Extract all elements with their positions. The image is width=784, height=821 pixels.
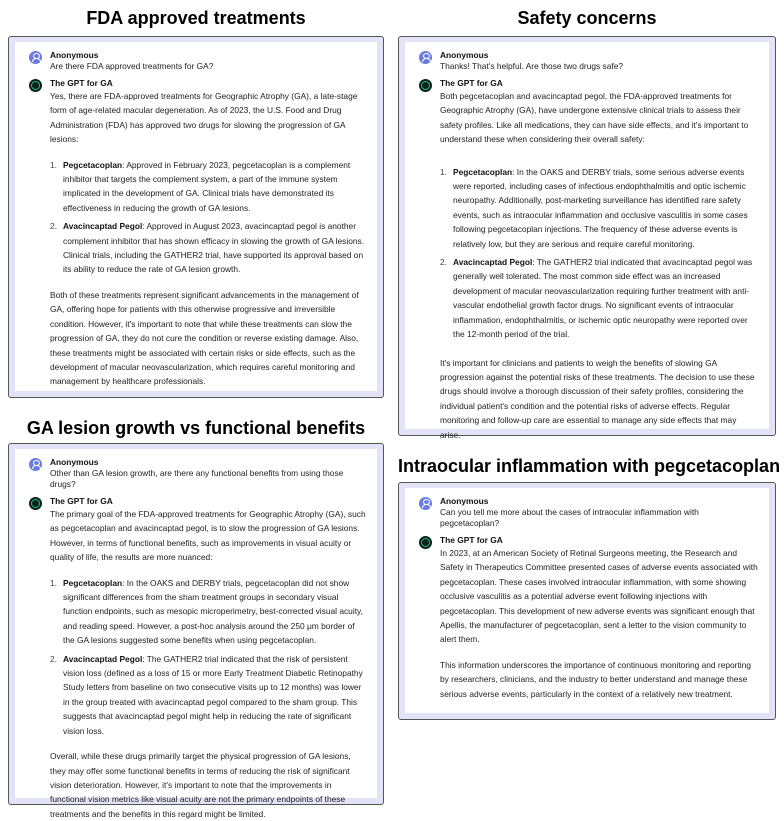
list-number: 1.: [50, 159, 57, 170]
user-message: [419, 496, 759, 529]
section-heading: FDA approved treatments: [86, 8, 306, 28]
list-item-text: [453, 165, 759, 251]
list-item-text: [453, 255, 759, 341]
item-description: : The GATHER2 trial indicated that avacincaptad pegol was generally well tolerated. The most common side effect was an increased development of macular neovascularization requiring further treatment with anti-vascular endothelial growth factor drugs. No significant events of intraocular inflammation, endophthalmitis, or ischemic optic neuropathy were reported over the 12-month period of the trial.: [453, 257, 753, 340]
gpt-avatar-icon: [29, 497, 42, 510]
user-message: [29, 50, 367, 72]
assistant-message: [29, 496, 367, 821]
answer-intro: Yes, there are FDA-approved treatments for Geographic Atrophy (GA), a late-stage form of age-related macular degeneration. As of 2023, the U.S. Food and Drug Administration (FDA) has approved two drugs for slowing the progression of GA lesions:: [50, 91, 358, 145]
list-number: 2.: [50, 653, 57, 664]
assistant-name: The GPT for GA: [440, 535, 503, 545]
drug-name: Pegcetacoplan: [63, 577, 123, 588]
user-avatar-icon: [419, 497, 432, 510]
user-question: Other than GA lesion growth, are there any functional benefits from using those drugs?: [50, 468, 344, 489]
answer-outro: Both of these treatments represent significant advancements in the management of GA, offering hope for patients with this otherwise progressive and irreversible condition. However, it's important to note that while these treatments can slow the progression of GA, they do not cure the condition or reverse existing damage. Also, these treatments might be associated with certain risks or side effects, such as the development of macular neovascularization, which requires careful monitoring and management by healthcare professionals.: [50, 289, 359, 387]
list-item: [440, 255, 759, 341]
list-number: 2.: [50, 221, 57, 232]
answer-outro: Overall, while these drugs primarily target the physical progression of GA lesions, they may offer some functional benefits in terms of reducing the risk of significant vision deterioration. However, it's important to note that the improvements in functional vision metrics like visual acuity are not the primary endpoints of these treatments and the benefits in this regard might be limited.: [50, 751, 351, 819]
answer-intro: The primary goal of the FDA-approved treatments for Geographic Atrophy (GA), such as pegcetacoplan and avacincaptad pegol, is to slow the progression of GA lesions. However, in terms of functional benefits, such as improvements in visual acuity or quality of life, the results are more nuanced:: [50, 509, 366, 563]
gpt-avatar-icon: [419, 536, 432, 549]
list-number: 1.: [440, 166, 447, 177]
user-question: Can you tell me more about the cases of intraocular inflammation with pegcetacoplan?: [440, 507, 699, 528]
drug-name: Avacincaptad Pegol: [63, 653, 143, 664]
assistant-name: The GPT for GA: [50, 496, 113, 506]
user-question: Thanks! That's helpful. Are those two drugs safe?: [440, 61, 624, 71]
list-number: 1.: [50, 577, 57, 588]
answer-outro: It's important for clinicians and patients to weigh the benefits of slowing GA progression against the potential risks of these treatments. The decision to use these drugs should involve a thorough discussion of their safety profiles, considering the individual patient's condition and the potential risks of adverse effects. Regular monitoring and follow-up care are essential to manage any side effects that may arise.: [440, 357, 755, 440]
list-item: [440, 165, 759, 251]
list-item: [50, 219, 367, 277]
chat-window: [15, 449, 377, 819]
list-number: 2.: [440, 257, 447, 268]
list-item-text: [63, 158, 367, 216]
item-description: : Approved in February 2023, pegcetacoplan is a complement inhibitor that targets the complement system, a part of the immune system implicated in the development of GA. Clinical trials have demonstrated its effectiveness in reducing the growth of GA lesions.: [63, 159, 351, 213]
user-question: Are there FDA approved treatments for GA?: [50, 61, 214, 71]
chat-window: [405, 42, 769, 440]
assistant-message: [29, 78, 367, 389]
list-item-text: [63, 652, 367, 738]
answer-intro: In 2023, at an American Society of Retinal Surgeons meeting, the Research and Safety in Therapeutics Committee presented cases of adverse events associated with pegcetacoplan. These cases involved intraocular inflammation, with some showing occlusive vasculitis as a potential adverse event following injections with pegcetacoplan. This development of new adverse events was significant enough that Apellis, the manufacturer of pegcetacoplan, sent a letter to the vision community to alert them.: [440, 548, 758, 645]
user-avatar-icon: [419, 51, 432, 64]
list-item: [50, 158, 367, 216]
user-name: Anonymous: [440, 496, 489, 506]
drug-name: Pegcetacoplan: [63, 159, 123, 170]
item-description: : In the OAKS and DERBY trials, pegcetacoplan did not show significant differences from the sham treatment groups in secondary visual function endpoints, such as mesopic microperimetry, best-corrected visual acuity, and reading speed. However, a post-hoc analysis around the 250 μm border of the GA lesions suggested some benefits when using pegcetacoplan.: [63, 577, 363, 646]
chat-window: [405, 488, 769, 713]
list-item-text: [63, 576, 367, 648]
drug-name: Avacincaptad Pegol: [453, 257, 533, 268]
drug-name: Avacincaptad Pegol: [63, 221, 143, 232]
drug-name: Pegcetacoplan: [453, 166, 513, 177]
user-name: Anonymous: [440, 50, 489, 60]
item-description: : In the OAKS and DERBY trials, some serious adverse events were reported, including cases of infectious endophthalmitis and optic ischemic neuropathy. Additionally, post-marketing surveillance has identified rare safety events, such as intraocular inflammation and occlusive vasculitis in some cases following pegcetacoplan injections. The frequency of these adverse events is relatively low, but they are serious and require careful monitoring.: [453, 166, 748, 249]
item-description: : Approved in August 2023, avacincaptad pegol is another complement inhibitor that has shown efficacy in slowing the growth of GA lesions. Clinical trials, including the GATHER2 trial, have supported its approval based on its ability to reduce the rate of GA lesion growth.: [63, 221, 365, 275]
assistant-name: The GPT for GA: [440, 78, 503, 88]
assistant-message: [419, 535, 759, 701]
gpt-avatar-icon: [419, 79, 432, 92]
assistant-name: The GPT for GA: [50, 78, 113, 88]
answer-list: [440, 165, 759, 342]
answer-outro: This information underscores the importance of continuous monitoring and reporting by researchers, clinicians, and the industry to better understand and manage these serious adverse events, particularly in the context of a relatively new treatment.: [440, 659, 751, 699]
gpt-avatar-icon: [29, 79, 42, 92]
chat-panel-inflammation: [398, 482, 776, 720]
chat-panel-safety: [398, 36, 776, 440]
assistant-message: [419, 78, 759, 442]
section-heading: Intraocular inflammation with pegcetacoplan: [398, 456, 781, 476]
item-description: : The GATHER2 trial indicated that the risk of persistent vision loss (defined as a loss of 15 or more Early Treatment Diabetic Retinopathy Study letters from baseline on two consecutive visits up to 12 months) was lower in the group treated with avacincaptad pegol compared to the sham group. This suggests that avacincaptad pegol might help in reducing the rate of significant vision loss.: [63, 653, 363, 736]
chat-panel-fda: [8, 36, 384, 398]
answer-list: [50, 576, 367, 738]
user-message: [29, 457, 367, 490]
answer-intro: Both pegcetacoplan and avacincaptad pegol, the FDA-approved treatments for Geographic Atrophy (GA), have undergone extensive clinical trials to assess their safety profiles. Like all medications, they can have side effects, and it's important to understand these when considering their overall safety:: [440, 91, 749, 145]
list-item: [50, 652, 367, 738]
section-heading: GA lesion growth vs functional benefits: [26, 418, 366, 438]
user-name: Anonymous: [50, 50, 99, 60]
chat-panel-functional: [8, 443, 384, 819]
list-item-text: [63, 219, 367, 277]
section-heading: Safety concerns: [517, 8, 657, 28]
user-avatar-icon: [29, 51, 42, 64]
user-name: Anonymous: [50, 457, 99, 467]
list-item: [50, 576, 367, 648]
user-message: [419, 50, 759, 72]
user-avatar-icon: [29, 458, 42, 471]
answer-list: [50, 158, 367, 277]
chat-window: [15, 42, 377, 391]
